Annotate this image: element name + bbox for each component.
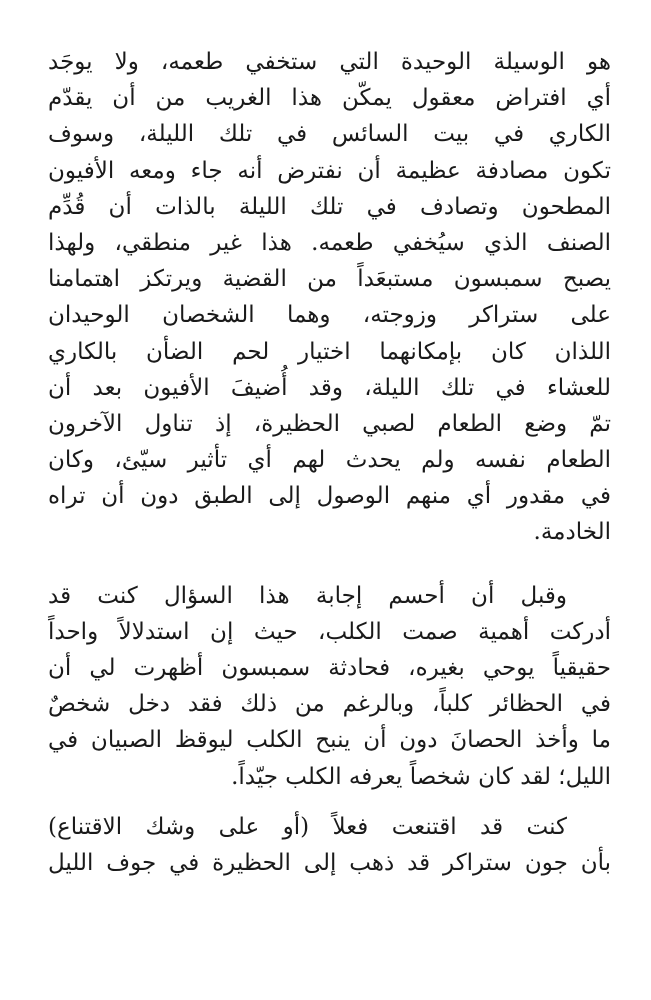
text-line: في الحظائر كلباً، وبالرغم من ذلك فقد دخل شخصٌ [48,691,611,718]
text-line: تمّ وضع الطعام لصبي الحظيرة، إذ تناول الآخرون [48,410,611,437]
paragraph-2 [48,578,611,795]
text-line: في مقدور أي منهم الوصول إلى الطبق دون أن تراه [48,483,611,510]
text-line: المطحون وتصادف في تلك الليلة بالذات أن قُدِّم [48,193,611,220]
text-line: هو الوسيلة الوحيدة التي ستخفي طعمه، ولا يوجَد [48,49,611,75]
text-line: أي افتراض معقول يمكّن هذا الغريب من أن يقدّم [48,85,611,112]
paragraph-3 [48,809,611,881]
text-line: حقيقياً يوحي بغيره، فحادثة سمبسون أظهرت لي أن [48,655,611,681]
text-line: للعشاء في تلك الليلة، وقد أُضيفَ الأفيون بعد أن [48,374,611,401]
text-line: اللذان كان بإمكانهما اختيار لحم الضأن بالكاري [48,338,611,365]
text-line: يصبح سمبسون مستبعَداً من القضية ويرتكز اهتمامنا [48,266,611,293]
text-line: الصنف الذي سيُخفي طعمه. هذا غير منطقي، ولهذا [48,229,611,256]
text-line: الكاري في بيت السائس في تلك الليلة، وسوف [48,121,611,148]
text-line: وقبل أن أحسم إجابة هذا السؤال كنت قد [48,582,567,609]
text-line: تكون مصادفة عظيمة أن نفترض أنه جاء ومعه الأفيون [48,157,611,184]
paragraph-spacer [48,551,611,578]
text-line: بأن جون ستراكر قد ذهب إلى الحظيرة في جوف الليل [48,849,611,876]
text-line: أدركت أهمية صمت الكلب، حيث إن استدلالاً واحداً [48,618,611,645]
paragraph-1 [48,44,611,551]
text-line: كنت قد اقتنعت فعلاً (أو على وشك الاقتناع) [48,813,567,840]
text-line: الطعام نفسه ولم يحدث لهم أي تأثير سيّئ، وكان [48,447,611,474]
text-line: الليل؛ لقد كان شخصاً يعرفه الكلب جيّداً. [231,763,611,790]
paragraph-spacer [48,795,611,809]
text-line: ما وأخذ الحصانَ دون أن ينبح الكلب ليوقظ الصبيان في [48,727,611,754]
text-line: الخادمة. [533,519,611,546]
text-line: على ستراكر وزوجته، وهما الشخصان الوحيدان [48,302,611,329]
